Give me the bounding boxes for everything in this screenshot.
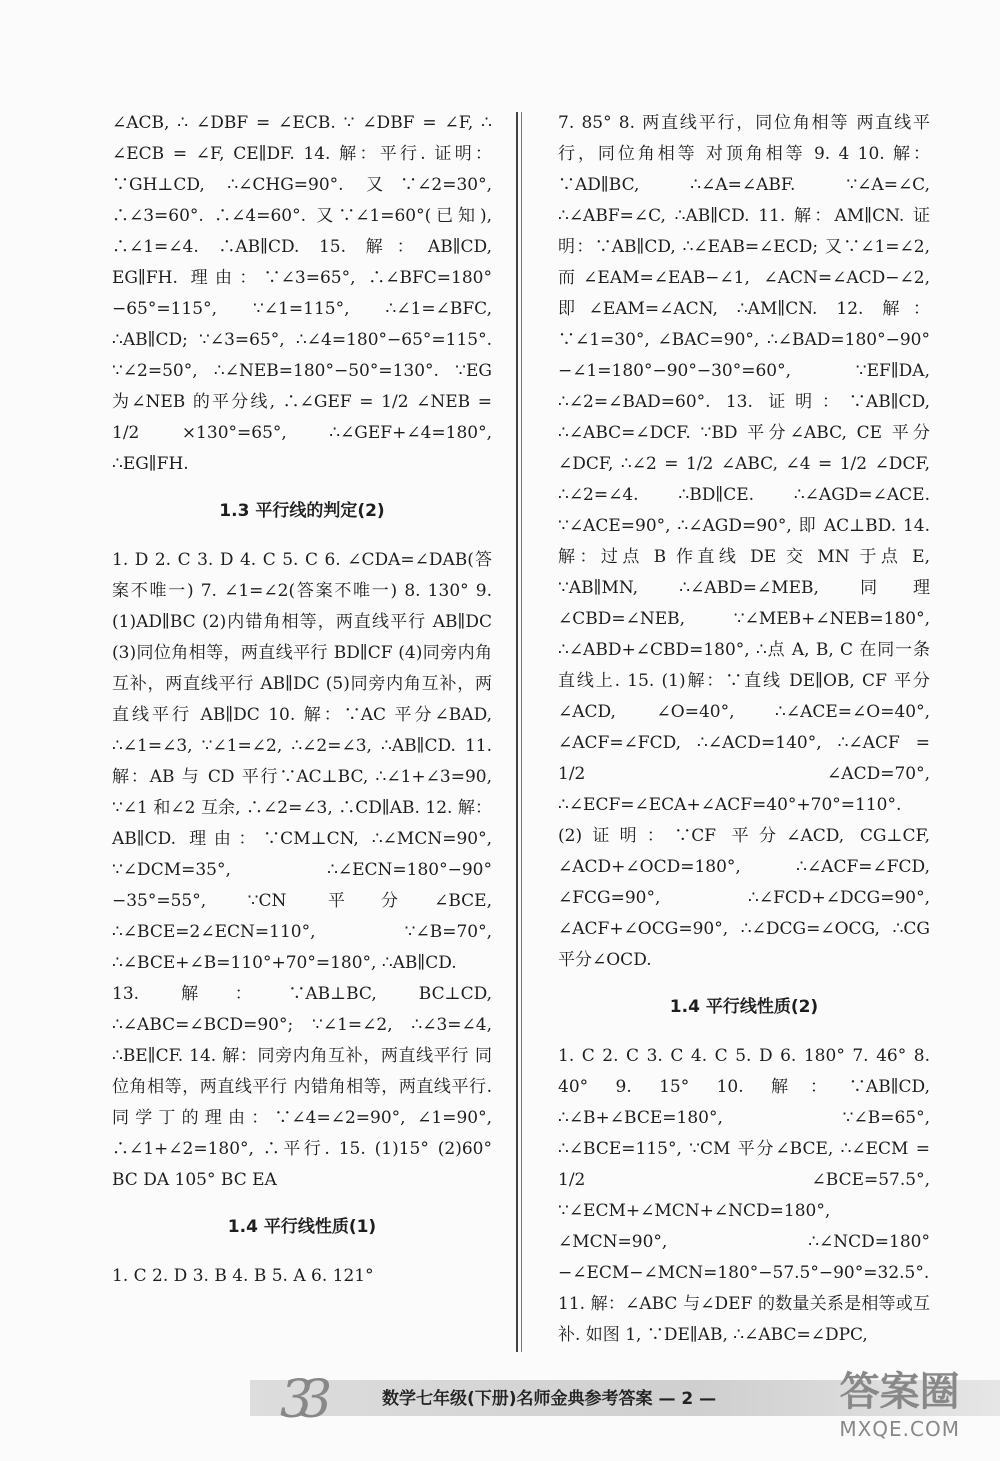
left-paragraph-1: ∠ACB, ∴ ∠DBF = ∠ECB. ∵ ∠DBF = ∠F, ∴ ∠ECB = ∠F, CE∥DF. 14. 解：平行. 证明：∵GH⊥CD, ∴∠CHG=90°. 又∵∠2=30°, ∴∠3=60°. ∴∠4=60°. 又∵∠1=60°(已知), ∴∠1=∠4. ∴AB∥CD. 15. 解：AB∥CD, EG∥FH. 理由：∵∠3=65°, ∴∠BFC=180°−65°=115°, ∵∠1=115°, ∴∠1=∠BFC, ∴AB∥CD; ∵∠3=65°, ∴∠4=180°−65°=115°. ∵∠2=50°, ∴∠NEB=180°−50°=130°. ∵EG 为∠NEB 的平分线, ∴∠GEF = 1/2 ∠NEB = 1/2 ×130°=65°, ∴∠GEF+∠4=180°, ∴EG∥FH. bbox=[112, 113, 492, 474]
left-paragraph-2: 1. D 2. C 3. D 4. C 5. C 6. ∠CDA=∠DAB(答案不唯一) 7. ∠1=∠2(答案不唯一) 8. 130° 9. (1)AD∥BC (2)内错角相等，两直线平行 AB∥DC (3)同位角相等，两直线平行 BD∥CF (4)同旁内角互补，两直线平行 AB∥DC (5)同旁内角互补，两直线平行 AB∥DC 10. 解：∵AC 平分∠BAD, ∴∠1=∠3, ∵∠1=∠2, ∴∠2=∠3, ∴AB∥CD. 11. 解：AB 与 CD 平行∵AC⊥BC, ∴∠1+∠3=90, ∵∠1 和∠2 互余, ∴∠2=∠3, ∴CD∥AB. 12. 解：AB∥CD. 理由：∵CM⊥CN, ∴∠MCN=90°, ∵∠DCM=35°, ∴∠ECN=180°−90°−35°=55°, ∵CN 平分∠BCE, ∴∠BCE=2∠ECN=110°, ∵∠B=70°, ∴∠BCE+∠B=110°+70°=180°, ∴AB∥CD. bbox=[112, 550, 492, 973]
column-divider bbox=[516, 112, 518, 1352]
right-column bbox=[558, 108, 930, 1351]
section-heading-1-3: 1.3 平行线的判定(2) bbox=[219, 501, 385, 521]
column-divider-thin bbox=[521, 112, 522, 1352]
watermark bbox=[839, 1360, 960, 1441]
right-paragraph-1: 7. 85° 8. 两直线平行，同位角相等 两直线平行，同位角相等 对顶角相等 9. 4 10. 解：∵AD∥BC, ∴∠A=∠ABF. ∵∠A=∠C, ∴∠ABF=∠C, ∴AB∥CD. 11. 解：AM∥CN. 证明：∵AB∥CD, ∴∠EAB=∠ECD; 又∵∠1=∠2, 而∠EAM=∠EAB−∠1, ∠ACN=∠ACD−∠2, 即∠EAM=∠ACN, ∴AM∥CN. 12. 解：∵∠1=30°, ∠BAC=90°, ∴∠BAD=180°−90°−∠1=180°−90°−30°=60°, ∵EF∥DA, ∴∠2=∠BAD=60°. 13. 证明：∵AB∥CD, ∴∠ABC=∠DCF. ∵BD 平分∠ABC, CE 平分∠DCF, ∴∠2 = 1/2 ∠ABC, ∠4 = 1/2 ∠DCF, ∴∠2=∠4. ∴BD∥CE. ∴∠AGD=∠ACE. ∵∠ACE=90°, ∴∠AGD=90°, 即 AC⊥BD. 14. 解：过点 B 作直线 DE 交 MN 于点 E, ∵AB∥MN, ∴∠ABD=∠MEB, 同理∠CBD=∠NEB, ∵∠MEB+∠NEB=180°, ∴∠ABD+∠CBD=180°, ∴点 A, B, C 在同一条直线上. 15. (1)解：∵直线 DE∥OB, CF 平分∠ACD, ∠O=40°, ∴∠ACE=∠O=40°, ∠ACF=∠FCD, ∴∠ACD=140°, ∴∠ACF = 1/2 ∠ACD=70°, ∴∠ECF=∠ECA+∠ACF=40°+70°=110°. (2)证明：∵CF 平分∠ACD, CG⊥CF, ∠ACD+∠OCD=180°, ∴∠ACF=∠FCD, ∠FCG=90°, ∴∠FCD+∠DCG=90°, ∠ACF+∠OCG=90°, ∴∠DCG=∠OCG, ∴CG 平分∠OCD. bbox=[558, 113, 930, 970]
watermark-main: 答案圈 bbox=[839, 1369, 960, 1415]
left-paragraph-3: 13. 解：∵AB⊥BC, BC⊥CD, ∴∠ABC=∠BCD=90°; ∵∠1=∠2, ∴∠3=∠4, ∴BE∥CF. 14. 解：同旁内角互补，两直线平行 同位角相等，两直线平行 内错角相等，两直线平行. 同学丁的理由：∵∠4=∠2=90°, ∠1=90°, ∴∠1+∠2=180°, ∴平行. 15. (1)15° (2)60° BC DA 105° BC EA bbox=[112, 984, 492, 1190]
brand-logo: 33 bbox=[280, 1370, 319, 1430]
right-paragraph-2: 1. C 2. C 3. C 4. C 5. D 6. 180° 7. 46° 8. 40° 9. 15° 10. 解：∵AB∥CD, ∴∠B+∠BCE=180°, ∵∠B=65°, ∴∠BCE=115°, ∵CM 平分∠BCE, ∴∠ECM = 1/2 ∠BCE=57.5°, ∵∠ECM+∠MCN+∠NCD=180°, ∠MCN=90°, ∴∠NCD=180°−∠ECM−∠MCN=180°−57.5°−90°=32.5°. 11. 解：∠ABC 与∠DEF 的数量关系是相等或互补. 如图 1, ∵DE∥AB, ∴∠ABC=∠DPC, bbox=[558, 1046, 930, 1345]
watermark-url: MXQE.COM bbox=[839, 1417, 960, 1441]
footer-title: 数学七年级(下册)名师金典参考答案 — 2 — bbox=[382, 1389, 717, 1409]
left-column bbox=[112, 108, 492, 1292]
section-heading-1-4-1: 1.4 平行线性质(1) bbox=[227, 1217, 377, 1237]
section-heading-1-4-2: 1.4 平行线性质(2) bbox=[669, 997, 819, 1017]
left-paragraph-4: 1. C 2. D 3. B 4. B 5. A 6. 121° bbox=[112, 1266, 374, 1286]
